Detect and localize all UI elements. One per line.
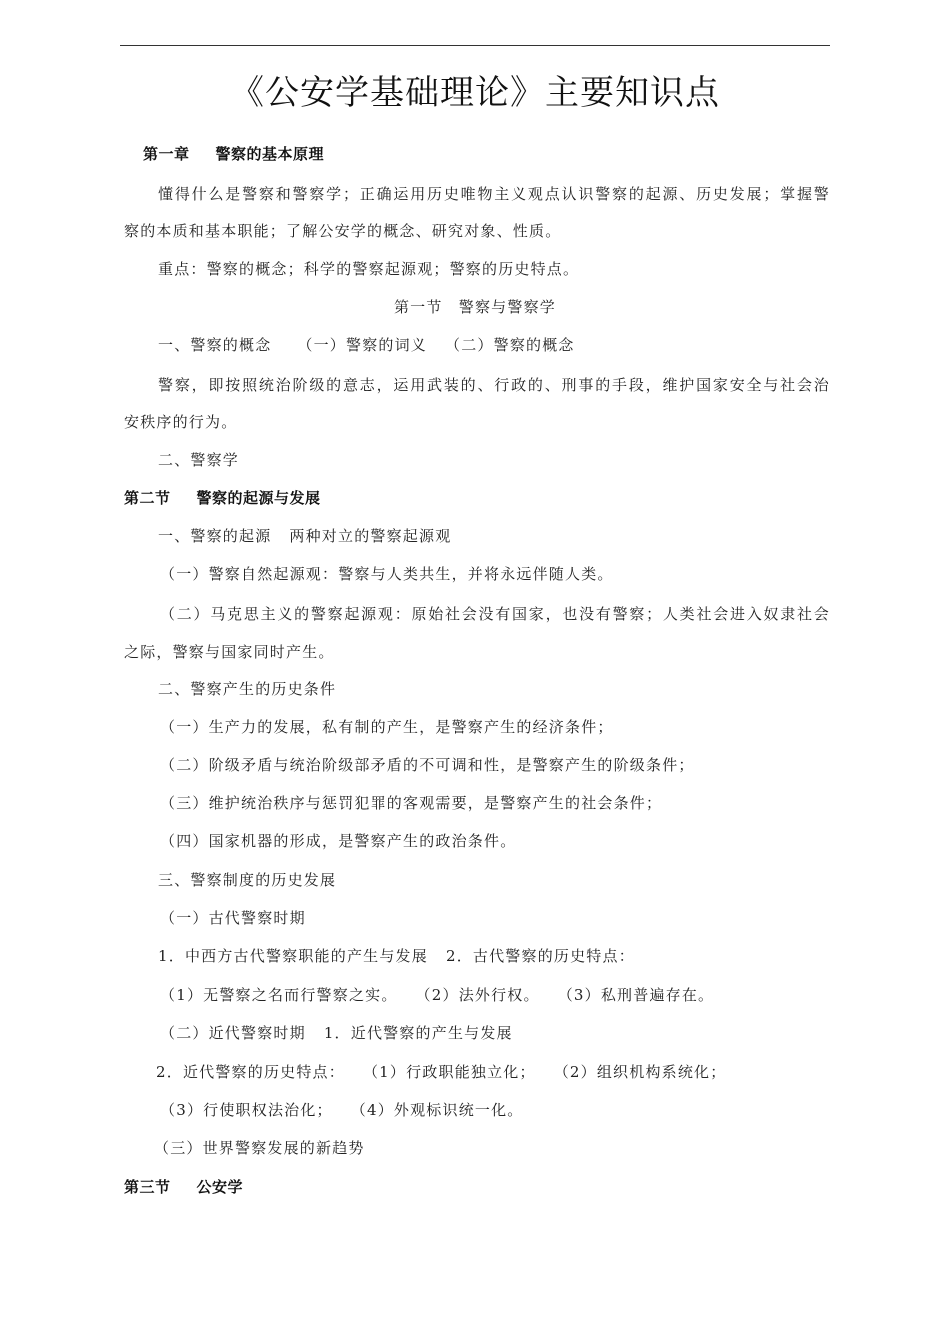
modern-traits-line-1 [156,1061,726,1083]
chapter-number: 第一章 [143,145,190,163]
origin-view-2-line-2: 之际，警察与国家同时产生。 [124,643,335,661]
condition-item: （一）生产力的发展，私有制的产生，是警察产生的经济条件； [160,718,614,736]
conditions-heading: 二、警察产生的历史条件 [158,680,337,698]
origin-view-1: （一）警察自然起源观：警察与人类共生，并将永远伴随人类。 [160,565,614,583]
origin-heading-a: 一、警察的起源 [158,527,272,545]
ancient-trait: （2）法外行权。 [415,986,540,1004]
section-2-title: 警察的起源与发展 [196,489,321,507]
modern-heading-line [160,1022,513,1044]
concept-item-1b: （二）警察的概念 [445,336,575,354]
world-trends: （三）世界警察发展的新趋势 [154,1139,365,1157]
modern-trait: （1）行政职能独立化； [362,1063,536,1081]
modern-subitem-2: 2．近代警察的历史特点： [156,1063,345,1081]
concept-items [158,334,575,356]
ancient-trait: （1）无警察之名而行警察之实。 [160,986,398,1004]
ancient-subitem-2: 2．古代警察的历史特点： [445,947,635,965]
document-title: 《公安学基础理论》主要知识点 [230,73,720,113]
section-1-heading: 第一节 警察与警察学 [393,298,556,316]
definition-line-1: 警察，即按照统治阶级的意志，运用武装的、行政的、刑事的手段，维护国家安全与社会治 [158,376,830,394]
modern-subitem-1: 1．近代警察的产生与发展 [323,1024,513,1042]
condition-item: （三）维护统治秩序与惩罚犯罪的客观需要，是警察产生的社会条件； [160,794,663,812]
origin-heading [158,525,451,547]
modern-trait: （3）行使职权法治化； [160,1101,333,1119]
condition-item: （四）国家机器的形成，是警察产生的政治条件。 [160,832,517,850]
section-2-heading [124,487,321,509]
condition-item: （二）阶级矛盾与统治阶级部矛盾的不可调和性，是警察产生的阶级条件； [160,756,695,774]
ancient-heading: （一）古代警察时期 [160,909,306,927]
modern-trait: （2）组织机构系统化； [553,1063,727,1081]
modern-heading: （二）近代警察时期 [160,1024,306,1042]
section-3-number: 第三节 [124,1178,171,1196]
modern-traits-line-2 [160,1099,524,1121]
chapter-title: 警察的基本原理 [215,145,325,163]
modern-trait: （4）外观标识统一化。 [350,1101,524,1119]
ancient-subitem-1: 1．中西方古代警察职能的产生与发展 [158,947,428,965]
chapter-intro-line-2: 察的本质和基本职能；了解公安学的概念、研究对象、性质。 [124,222,562,240]
origin-heading-b: 两种对立的警察起源观 [289,527,452,545]
definition-line-2: 安秩序的行为。 [124,413,238,431]
concept-item-1a: （一）警察的词义 [297,336,428,354]
concept-item-2: 二、警察学 [158,451,240,469]
origin-view-2-line-1: （二）马克思主义的警察起源观：原始社会没有国家，也没有警察；人类社会进入奴隶社会 [160,605,830,623]
ancient-subitems [158,945,635,967]
chapter-heading [143,143,324,165]
history-heading: 三、警察制度的历史发展 [158,871,337,889]
section-3-heading [124,1176,243,1198]
header-rule [120,45,830,46]
section-3-title: 公安学 [196,1178,244,1196]
ancient-traits [160,984,714,1006]
chapter-intro-line-1: 懂得什么是警察和警察学；正确运用历史唯物主义观点认识警察的起源、历史发展；掌握警 [158,185,830,203]
ancient-trait: （3）私刑普遍存在。 [557,986,715,1004]
chapter-key-points: 重点：警察的概念；科学的警察起源观；警察的历史特点。 [158,260,580,278]
concept-item-1: 一、警察的概念 [158,336,272,354]
section-2-number: 第二节 [124,489,171,507]
